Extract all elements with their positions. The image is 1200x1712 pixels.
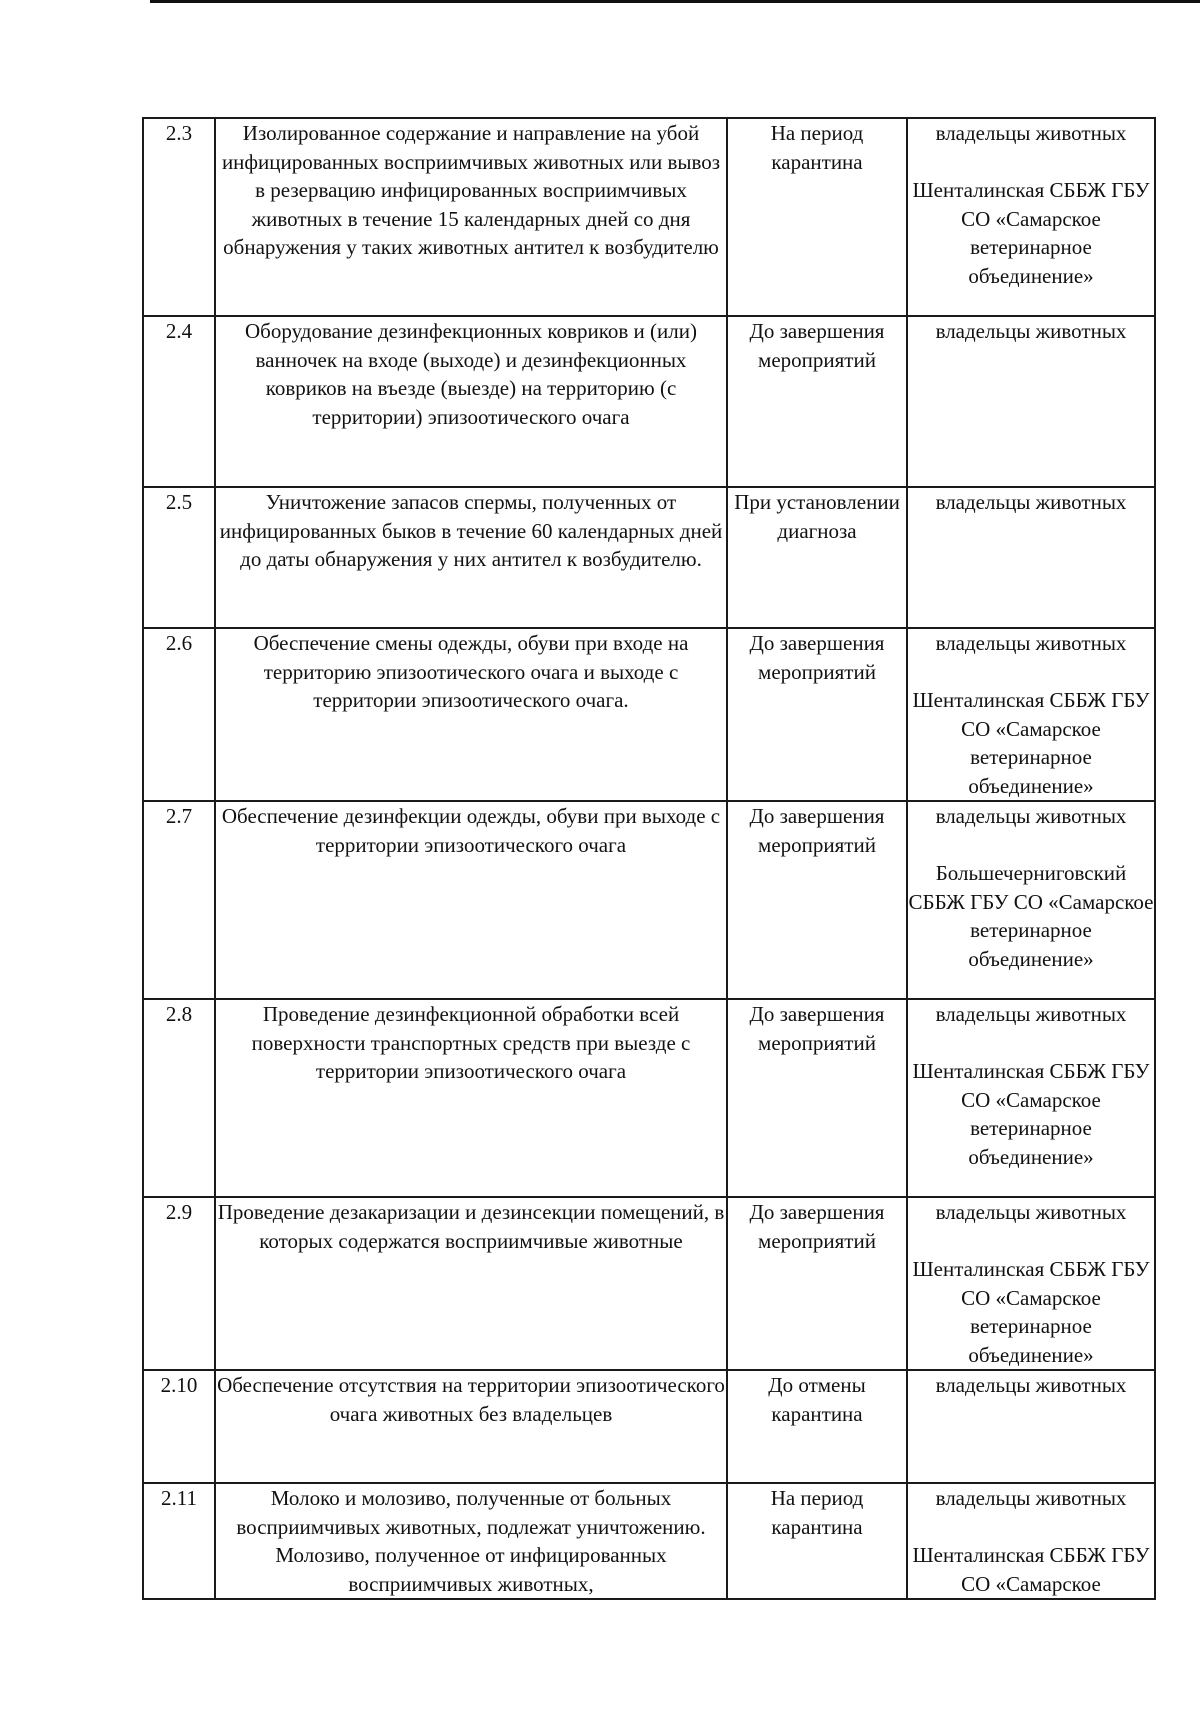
executor-vet-service: Шенталинская СББЖ ГБУ СО «Самарское ветеринарное объединение» — [912, 178, 1150, 288]
top-edge-line — [150, 0, 1200, 3]
executor-cell — [907, 801, 1155, 999]
term-text: До завершения мероприятий — [727, 801, 907, 999]
measures-table — [142, 117, 1156, 1600]
executor-owner: владельцы животных — [935, 121, 1127, 145]
executor-owner: владельцы животных — [935, 804, 1127, 828]
executor-owner: владельцы животных — [935, 1002, 1127, 1026]
term-text: До отмены карантина — [727, 1370, 907, 1483]
action-text: Обеспечение отсутствия на территории эпизоотического очага животных без владельцев — [215, 1370, 727, 1483]
term-text: До завершения мероприятий — [727, 316, 907, 487]
executor-cell — [907, 487, 1155, 628]
executor-vet-service: Шенталинская СББЖ ГБУ СО «Самарское ветеринарное объединение» — [912, 1257, 1150, 1367]
table-row — [143, 487, 1155, 628]
table-row — [143, 118, 1155, 316]
row-number: 2.9 — [143, 1197, 215, 1370]
executor-owner: владельцы животных — [935, 1200, 1127, 1224]
action-text: Молоко и молозиво, полученные от больных восприимчивых животных, подлежат уничтожению. Молозиво, полученное от инфицированных восприимчивых животных, — [215, 1483, 727, 1599]
executor-cell — [907, 118, 1155, 316]
executor-owner: владельцы животных — [935, 1373, 1127, 1397]
executor-owner: владельцы животных — [935, 490, 1127, 514]
term-text: На период карантина — [727, 118, 907, 316]
row-number: 2.3 — [143, 118, 215, 316]
row-number: 2.11 — [143, 1483, 215, 1599]
executor-vet-service: Большечерниговский СББЖ ГБУ СО «Самарское ветеринарное объединение» — [908, 861, 1154, 971]
term-text: На период карантина — [727, 1483, 907, 1599]
executor-owner: владельцы животных — [935, 1486, 1127, 1510]
executor-vet-service: Шенталинская СББЖ ГБУ СО «Самарское — [912, 1543, 1150, 1596]
action-text: Оборудование дезинфекционных ковриков и (или) ванночек на входе (выходе) и дезинфекционных ковриков на въезде (выезде) на территорию (с территории) эпизоотического очага — [215, 316, 727, 487]
executor-cell — [907, 999, 1155, 1197]
action-text: Проведение дезинфекционной обработки всей поверхности транспортных средств при выезде с территории эпизоотического очага — [215, 999, 727, 1197]
executor-cell — [907, 628, 1155, 801]
table-row — [143, 628, 1155, 801]
row-number: 2.4 — [143, 316, 215, 487]
executor-owner: владельцы животных — [935, 319, 1127, 343]
row-number: 2.7 — [143, 801, 215, 999]
row-number: 2.5 — [143, 487, 215, 628]
term-text: При установлении диагноза — [727, 487, 907, 628]
executor-owner: владельцы животных — [935, 631, 1127, 655]
executor-gap — [908, 831, 1154, 860]
table-row — [143, 316, 1155, 487]
executor-gap — [908, 1227, 1154, 1256]
action-text: Изолированное содержание и направление на убой инфицированных восприимчивых животных или вывоз в резервацию инфицированных восприимчивых животных в течение 15 календарных дней со дня обнаружения у таких животных антител к возбудителю — [215, 118, 727, 316]
executor-vet-service: Шенталинская СББЖ ГБУ СО «Самарское ветеринарное объединение» — [912, 1059, 1150, 1169]
executor-gap — [908, 658, 1154, 687]
term-text: До завершения мероприятий — [727, 628, 907, 801]
table-row — [143, 1370, 1155, 1483]
executor-cell — [907, 1483, 1155, 1599]
executor-gap — [908, 148, 1154, 177]
term-text: До завершения мероприятий — [727, 1197, 907, 1370]
table-row — [143, 999, 1155, 1197]
executor-cell — [907, 1370, 1155, 1483]
action-text: Обеспечение смены одежды, обуви при входе на территорию эпизоотического очага и выходе с территории эпизоотического очага. — [215, 628, 727, 801]
action-text: Проведение дезакаризации и дезинсекции помещений, в которых содержатся восприимчивые животные — [215, 1197, 727, 1370]
executor-gap — [908, 1513, 1154, 1542]
executor-cell — [907, 1197, 1155, 1370]
table-row — [143, 801, 1155, 999]
executor-cell — [907, 316, 1155, 487]
table-row — [143, 1197, 1155, 1370]
row-number: 2.6 — [143, 628, 215, 801]
term-text: До завершения мероприятий — [727, 999, 907, 1197]
action-text: Уничтожение запасов спермы, полученных от инфицированных быков в течение 60 календарных дней до даты обнаружения у них антител к возбудителю. — [215, 487, 727, 628]
row-number: 2.10 — [143, 1370, 215, 1483]
executor-vet-service: Шенталинская СББЖ ГБУ СО «Самарское ветеринарное объединение» — [912, 688, 1150, 798]
table-row — [143, 1483, 1155, 1599]
executor-gap — [908, 1029, 1154, 1058]
action-text: Обеспечение дезинфекции одежды, обуви при выходе с территории эпизоотического очага — [215, 801, 727, 999]
row-number: 2.8 — [143, 999, 215, 1197]
